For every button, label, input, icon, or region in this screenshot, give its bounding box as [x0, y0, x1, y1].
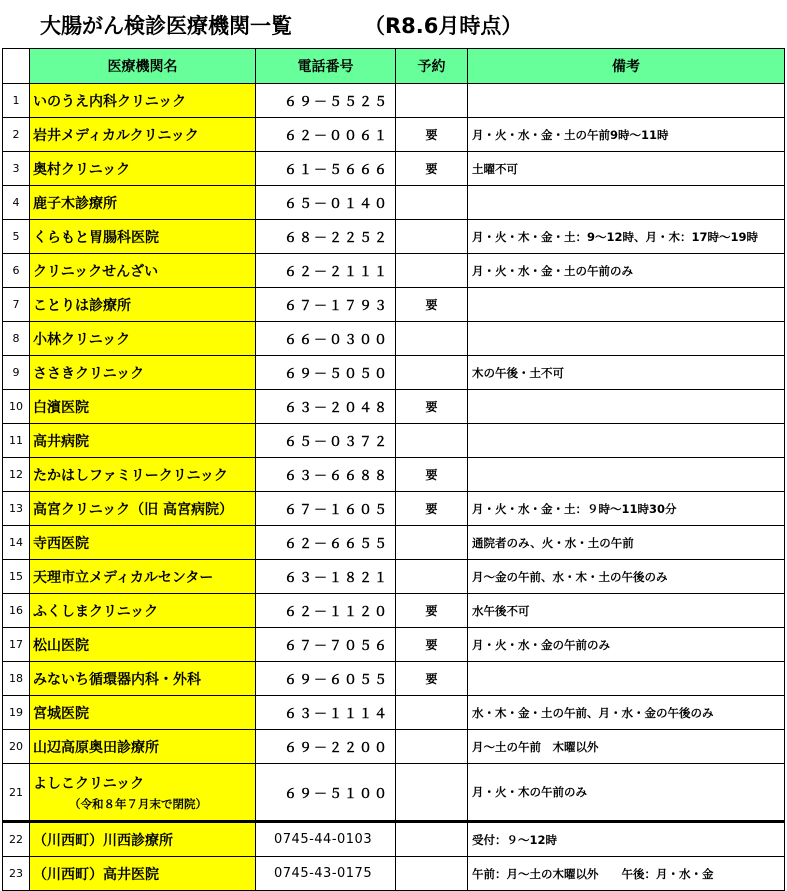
notes — [468, 628, 785, 662]
clinic-name — [30, 220, 256, 254]
clinic-name — [30, 322, 256, 356]
reservation-required — [396, 526, 468, 560]
phone-number-text: ６８－２２５２ — [284, 231, 390, 246]
notes — [468, 822, 785, 857]
table-row — [3, 662, 785, 696]
notes-text: 月～金の午前、水・木・土の午後のみ — [472, 569, 668, 584]
reservation-required — [396, 152, 468, 186]
table-row — [3, 696, 785, 730]
row-number — [3, 356, 30, 390]
notes-text: 受付：９～12時 — [472, 832, 558, 847]
row-number — [3, 730, 30, 764]
clinic-name-text: たかはしファミリークリニック — [33, 467, 228, 484]
reservation-required — [396, 424, 468, 458]
reservation-required-text: 要 — [425, 604, 438, 618]
row-number-text: 21 — [9, 785, 23, 799]
reservation-required — [396, 84, 468, 118]
row-number-text: 7 — [12, 298, 20, 311]
phone-number — [256, 492, 396, 526]
table-row — [3, 526, 785, 560]
clinic-name — [30, 857, 256, 891]
header-phone: 電話番号 — [256, 49, 396, 84]
phone-number-text: ６９－５１００ — [284, 786, 390, 802]
phone-number — [256, 458, 396, 492]
reservation-required — [396, 730, 468, 764]
row-number — [3, 424, 30, 458]
clinic-name-text: 白濱医院 — [33, 399, 89, 416]
row-number — [3, 84, 30, 118]
reservation-required-text: 要 — [425, 638, 438, 652]
phone-number-text: ６３－１８２１ — [284, 571, 390, 586]
title-text: 大腸がん検診医療機関一覧 — [40, 14, 292, 38]
clinic-name — [30, 186, 256, 220]
table-row — [3, 628, 785, 662]
row-number — [3, 560, 30, 594]
clinic-name — [30, 152, 256, 186]
notes — [468, 458, 785, 492]
row-number-text: 18 — [9, 672, 23, 685]
row-number — [3, 662, 30, 696]
notes-text: 木の午後・土不可 — [472, 365, 564, 380]
clinic-name — [30, 492, 256, 526]
row-number-text: 4 — [12, 196, 20, 209]
reservation-required — [396, 628, 468, 662]
clinic-name-text: よしこクリニック — [33, 775, 145, 792]
notes — [468, 356, 785, 390]
phone-number-text: ６７－７０５６ — [284, 639, 390, 654]
notes-text: 水・木・金・土の午前、月・水・金の午後のみ — [472, 705, 714, 720]
row-number-text: 5 — [12, 230, 20, 243]
table-row — [3, 152, 785, 186]
clinic-name-text: 高宮クリニック（旧 高宮病院） — [33, 501, 234, 518]
notes-text: 月・火・水・金・土の午前のみ — [472, 263, 633, 278]
row-number — [3, 118, 30, 152]
phone-number — [256, 628, 396, 662]
notes-text: 月・火・木・金・土：9～12時、月・木：17時～19時 — [472, 229, 759, 244]
row-number-text: 13 — [9, 502, 23, 515]
clinic-name — [30, 628, 256, 662]
notes — [468, 288, 785, 322]
row-number — [3, 288, 30, 322]
reservation-required — [396, 288, 468, 322]
clinic-name — [30, 662, 256, 696]
phone-number-text: ６３－２０４８ — [284, 401, 390, 416]
clinic-table — [2, 48, 785, 891]
row-number-text: 15 — [9, 570, 23, 583]
row-number-text: 20 — [9, 740, 23, 753]
as-of-date: （R8.6月時点） — [364, 14, 523, 38]
clinic-name — [30, 822, 256, 857]
clinic-name — [30, 288, 256, 322]
phone-number-text: ６７－１７９３ — [284, 299, 390, 314]
phone-number — [256, 118, 396, 152]
phone-number-text: ６６－０３００ — [284, 333, 390, 348]
table-row — [3, 356, 785, 390]
row-number-text: 16 — [9, 604, 23, 617]
phone-number — [256, 560, 396, 594]
reservation-required — [396, 857, 468, 891]
phone-number — [256, 288, 396, 322]
phone-number — [256, 662, 396, 696]
notes — [468, 857, 785, 891]
phone-number-text: ６３－１１１４ — [284, 707, 390, 722]
reservation-required-text: 要 — [425, 672, 438, 686]
phone-number — [256, 594, 396, 628]
clinic-name-text: ささきクリニック — [33, 365, 145, 382]
clinic-name-text: 天理市立メディカルセンター — [33, 569, 214, 586]
phone-number — [256, 526, 396, 560]
phone-number — [256, 424, 396, 458]
clinic-name — [30, 730, 256, 764]
table-row — [3, 84, 785, 118]
reservation-required — [396, 186, 468, 220]
table-row — [3, 594, 785, 628]
notes — [468, 696, 785, 730]
row-number-text: 19 — [9, 706, 23, 719]
reservation-required — [396, 458, 468, 492]
clinic-name-text: （川西町）川西診療所 — [33, 832, 173, 849]
reservation-required — [396, 764, 468, 822]
reservation-required — [396, 220, 468, 254]
reservation-required-text: 要 — [425, 128, 438, 142]
phone-number-text: ６５－０１４０ — [284, 197, 390, 212]
row-number — [3, 526, 30, 560]
table-row — [3, 822, 785, 857]
header-reservation: 予約 — [396, 49, 468, 84]
notes — [468, 560, 785, 594]
clinic-name — [30, 356, 256, 390]
notes — [468, 390, 785, 424]
notes-text: 午前：月～土の木曜以外 午後：月・水・金 — [472, 866, 714, 881]
notes — [468, 84, 785, 118]
notes — [468, 220, 785, 254]
phone-number-text: ６７－１６０５ — [284, 503, 390, 518]
row-number-text: 12 — [9, 468, 23, 481]
notes-text: 通院者のみ、火・水・土の午前 — [472, 535, 634, 550]
clinic-name-text: （川西町）高井医院 — [33, 866, 159, 883]
clinic-name-text: 鹿子木診療所 — [33, 195, 117, 212]
notes-text: 土曜不可 — [472, 161, 518, 176]
header-name: 医療機関名 — [30, 49, 256, 84]
row-number — [3, 186, 30, 220]
table-row — [3, 186, 785, 220]
table-row — [3, 424, 785, 458]
row-number — [3, 458, 30, 492]
row-number-text: 23 — [9, 867, 23, 880]
table-row — [3, 254, 785, 288]
phone-number-text: ６２－６６５５ — [284, 537, 390, 552]
clinic-name-text: 岩井メディカルクリニック — [33, 127, 199, 144]
row-number — [3, 322, 30, 356]
clinic-name-text: いのうえ内科クリニック — [33, 93, 187, 110]
clinic-name-text: ことりは診療所 — [33, 297, 131, 314]
clinic-name-text: 山辺高原奥田診療所 — [33, 739, 159, 756]
reservation-required-text: 要 — [425, 400, 438, 414]
clinic-name-text: クリニックせんざい — [33, 263, 159, 280]
notes — [468, 764, 785, 822]
row-number — [3, 822, 30, 857]
table-row — [3, 857, 785, 891]
notes — [468, 594, 785, 628]
reservation-required-text: 要 — [425, 502, 438, 516]
row-number — [3, 152, 30, 186]
notes — [468, 424, 785, 458]
row-number-text: 9 — [12, 366, 20, 379]
row-number-text: 1 — [12, 94, 20, 107]
clinic-name — [30, 764, 256, 822]
notes-text: 月・火・木の午前のみ — [472, 785, 587, 799]
row-number-text: 3 — [12, 162, 20, 175]
phone-number-text: ６５－０３７２ — [284, 435, 390, 450]
table-row — [3, 288, 785, 322]
notes — [468, 118, 785, 152]
notes — [468, 152, 785, 186]
notes-text: 月・火・水・金・土：９時～11時30分 — [472, 501, 677, 516]
notes — [468, 492, 785, 526]
clinic-name-text: 小林クリニック — [33, 331, 131, 348]
reservation-required — [396, 322, 468, 356]
row-number — [3, 696, 30, 730]
page-title — [40, 8, 522, 44]
reservation-required — [396, 118, 468, 152]
reservation-required — [396, 390, 468, 424]
table-row — [3, 220, 785, 254]
row-number — [3, 390, 30, 424]
header-notes: 備考 — [468, 49, 785, 84]
table-row — [3, 458, 785, 492]
phone-number-text: ６２－１１２０ — [284, 605, 390, 620]
phone-number — [256, 186, 396, 220]
notes-text: 月・火・水・金の午前のみ — [472, 637, 610, 652]
phone-number — [256, 857, 396, 891]
table-row — [3, 390, 785, 424]
clinic-name-text: 高井病院 — [33, 433, 89, 450]
notes — [468, 254, 785, 288]
reservation-required — [396, 356, 468, 390]
clinic-name — [30, 118, 256, 152]
phone-number — [256, 764, 396, 822]
clinic-name — [30, 254, 256, 288]
phone-number — [256, 390, 396, 424]
row-number-text: 17 — [9, 638, 23, 651]
clinic-name — [30, 560, 256, 594]
table-row — [3, 560, 785, 594]
notes — [468, 730, 785, 764]
reservation-required-text: 要 — [425, 468, 438, 482]
clinic-name — [30, 390, 256, 424]
reservation-required — [396, 662, 468, 696]
header-number — [3, 49, 30, 84]
phone-number — [256, 322, 396, 356]
phone-number-text: ６２－００６１ — [284, 129, 390, 144]
reservation-required-text: 要 — [425, 162, 438, 176]
table-row — [3, 730, 785, 764]
phone-number — [256, 220, 396, 254]
row-number-text: 11 — [9, 434, 23, 447]
reservation-required — [396, 560, 468, 594]
clinic-name — [30, 84, 256, 118]
phone-number — [256, 84, 396, 118]
phone-number — [256, 822, 396, 857]
clinic-name — [30, 696, 256, 730]
notes-text: 月～土の午前 木曜以外 — [472, 739, 599, 754]
row-number-text: 2 — [12, 128, 20, 141]
phone-number — [256, 254, 396, 288]
row-number — [3, 628, 30, 662]
phone-number-text: ６９－５５２５ — [284, 95, 390, 110]
reservation-required — [396, 254, 468, 288]
table-row — [3, 492, 785, 526]
clinic-name-text: 松山医院 — [33, 637, 89, 654]
phone-number-text: ６９－６０５５ — [284, 673, 390, 688]
row-number — [3, 492, 30, 526]
row-number — [3, 254, 30, 288]
notes-text: 月・火・水・金・土の午前9時～11時 — [472, 127, 669, 142]
header-row — [3, 49, 785, 84]
clinic-name — [30, 594, 256, 628]
clinic-name — [30, 424, 256, 458]
row-number-text: 22 — [9, 833, 23, 846]
phone-number — [256, 696, 396, 730]
clinic-name — [30, 458, 256, 492]
row-number — [3, 764, 30, 822]
reservation-required — [396, 696, 468, 730]
table-row — [3, 322, 785, 356]
row-number-text: 6 — [12, 264, 20, 277]
clinic-name-text: 寺西医院 — [33, 535, 89, 552]
phone-number-text: ６３－６６８８ — [284, 469, 390, 484]
notes — [468, 186, 785, 220]
reservation-required — [396, 492, 468, 526]
phone-number-text: ６９－２２００ — [284, 741, 390, 756]
reservation-required — [396, 822, 468, 857]
clinic-name-text: みないち循環器内科・外科 — [33, 671, 201, 688]
phone-number-text: ６２－２１１１ — [284, 265, 390, 280]
table-row — [3, 118, 785, 152]
table-row — [3, 764, 785, 822]
phone-number — [256, 152, 396, 186]
clinic-name-text: 宮城医院 — [33, 705, 89, 722]
row-number-text: 14 — [9, 536, 23, 549]
clinic-name-text: くらもと胃腸科医院 — [33, 229, 159, 246]
row-number-text: 10 — [9, 400, 23, 413]
row-number-text: 8 — [12, 332, 20, 345]
row-number — [3, 857, 30, 891]
clinic-name-text: 奥村クリニック — [33, 161, 131, 178]
phone-number-text: ６９－５０５０ — [284, 367, 390, 382]
phone-number-text: ６１－５６６６ — [284, 163, 390, 178]
clinic-name-text: ふくしまクリニック — [33, 603, 159, 620]
notes — [468, 526, 785, 560]
phone-number-text: 0745-44-0103 — [274, 832, 373, 847]
notes — [468, 662, 785, 696]
reservation-required — [396, 594, 468, 628]
phone-number — [256, 356, 396, 390]
notes-text: 水午後不可 — [472, 603, 530, 618]
row-number — [3, 594, 30, 628]
phone-number-text: 0745-43-0175 — [274, 866, 373, 881]
clinic-note: （令和８年７月末で閉院） — [69, 796, 207, 811]
phone-number — [256, 730, 396, 764]
row-number — [3, 220, 30, 254]
reservation-required-text: 要 — [425, 298, 438, 312]
notes — [468, 322, 785, 356]
clinic-name — [30, 526, 256, 560]
